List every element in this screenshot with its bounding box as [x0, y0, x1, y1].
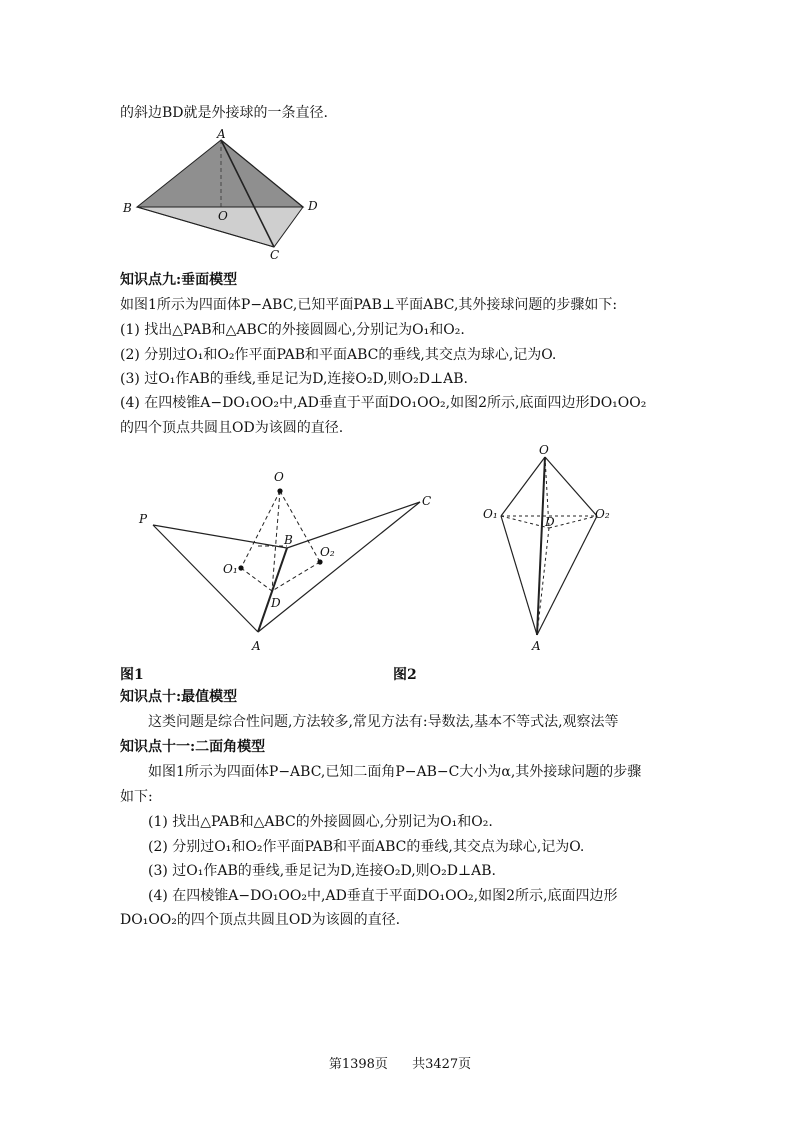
- section11-line: 如下:: [120, 789, 153, 805]
- section11-line: (2) 分别过O₁和O₂作平面PAB和平面ABC的垂线,其交点为球心,记为O.: [148, 839, 585, 855]
- fig1-label-A: A: [252, 639, 261, 653]
- fig1-label-D: D: [271, 596, 281, 610]
- section11-line: (4) 在四棱锥A−DO₁OO₂中,AD垂直于平面DO₁OO₂,如图2所示,底面四边形: [148, 888, 618, 904]
- label-D: D: [308, 199, 318, 213]
- section9-line: 如图1所示为四面体P−ABC,已知平面PAB⊥平面ABC,其外接球问题的步骤如下:: [120, 297, 618, 313]
- section11-line: (3) 过O₁作AB的垂线,垂足记为D,连接O₂D,则O₂D⊥AB.: [148, 863, 496, 879]
- page-total: 共3427页: [412, 1057, 472, 1072]
- fig1-label-B: B: [284, 533, 293, 547]
- fig1-label-P: P: [139, 512, 148, 526]
- section9-line: (4) 在四棱锥A−DO₁OO₂中,AD垂直于平面DO₁OO₂,如图2所示,底面四边形DO₁OO₂: [120, 395, 647, 411]
- fig2-label-O2: O₂: [595, 507, 610, 521]
- figure-1-caption: 图1: [120, 667, 144, 683]
- section9-line: (3) 过O₁作AB的垂线,垂足记为D,连接O₂D,则O₂D⊥AB.: [120, 371, 468, 387]
- fig2-label-O1: O₁: [483, 507, 498, 521]
- section9-line: 的四个顶点共圆且OD为该圆的直径.: [120, 420, 344, 436]
- page-footer: [0, 1053, 800, 1072]
- fig1-label-O2: O₂: [320, 545, 335, 559]
- fig2-label-A: A: [532, 639, 541, 653]
- fig1-label-O: O: [274, 470, 284, 484]
- figure-2-caption: 图2: [393, 667, 417, 683]
- section11-title: 知识点十一:二面角模型: [120, 739, 266, 755]
- intro-line: 的斜边BD就是外接球的一条直径.: [120, 105, 328, 121]
- label-O: O: [218, 209, 228, 223]
- fig1-label-O1: O₁: [223, 562, 238, 576]
- section9-line: (2) 分别过O₁和O₂作平面PAB和平面ABC的垂线,其交点为球心,记为O.: [120, 347, 557, 363]
- section10-line: 这类问题是综合性问题,方法较多,常见方法有:导数法,基本不等式法,观察法等: [148, 714, 619, 730]
- section11-line: DO₁OO₂的四个顶点共圆且OD为该圆的直径.: [120, 912, 401, 928]
- label-C: C: [270, 248, 280, 262]
- figure-2: [482, 442, 622, 657]
- section11-line: (1) 找出△PAB和△ABC的外接圆圆心,分别记为O₁和O₂.: [148, 814, 493, 830]
- section11-line: 如图1所示为四面体P−ABC,已知二面角P−AB−C大小为α,其外接球问题的步骤: [148, 764, 642, 780]
- figure-1: [130, 462, 450, 657]
- section9-line: (1) 找出△PAB和△ABC的外接圆圆心,分别记为O₁和O₂.: [120, 322, 465, 338]
- fig2-label-D: D: [545, 515, 555, 529]
- fig2-label-O: O: [539, 443, 549, 457]
- label-A: A: [217, 127, 226, 141]
- section10-title: 知识点十:最值模型: [120, 689, 238, 705]
- page-number: 第1398页: [328, 1057, 388, 1072]
- pyramid-figure: [120, 128, 330, 263]
- label-B: B: [123, 201, 132, 215]
- section9-title: 知识点九:垂面模型: [120, 272, 238, 288]
- fig1-label-C: C: [422, 494, 432, 508]
